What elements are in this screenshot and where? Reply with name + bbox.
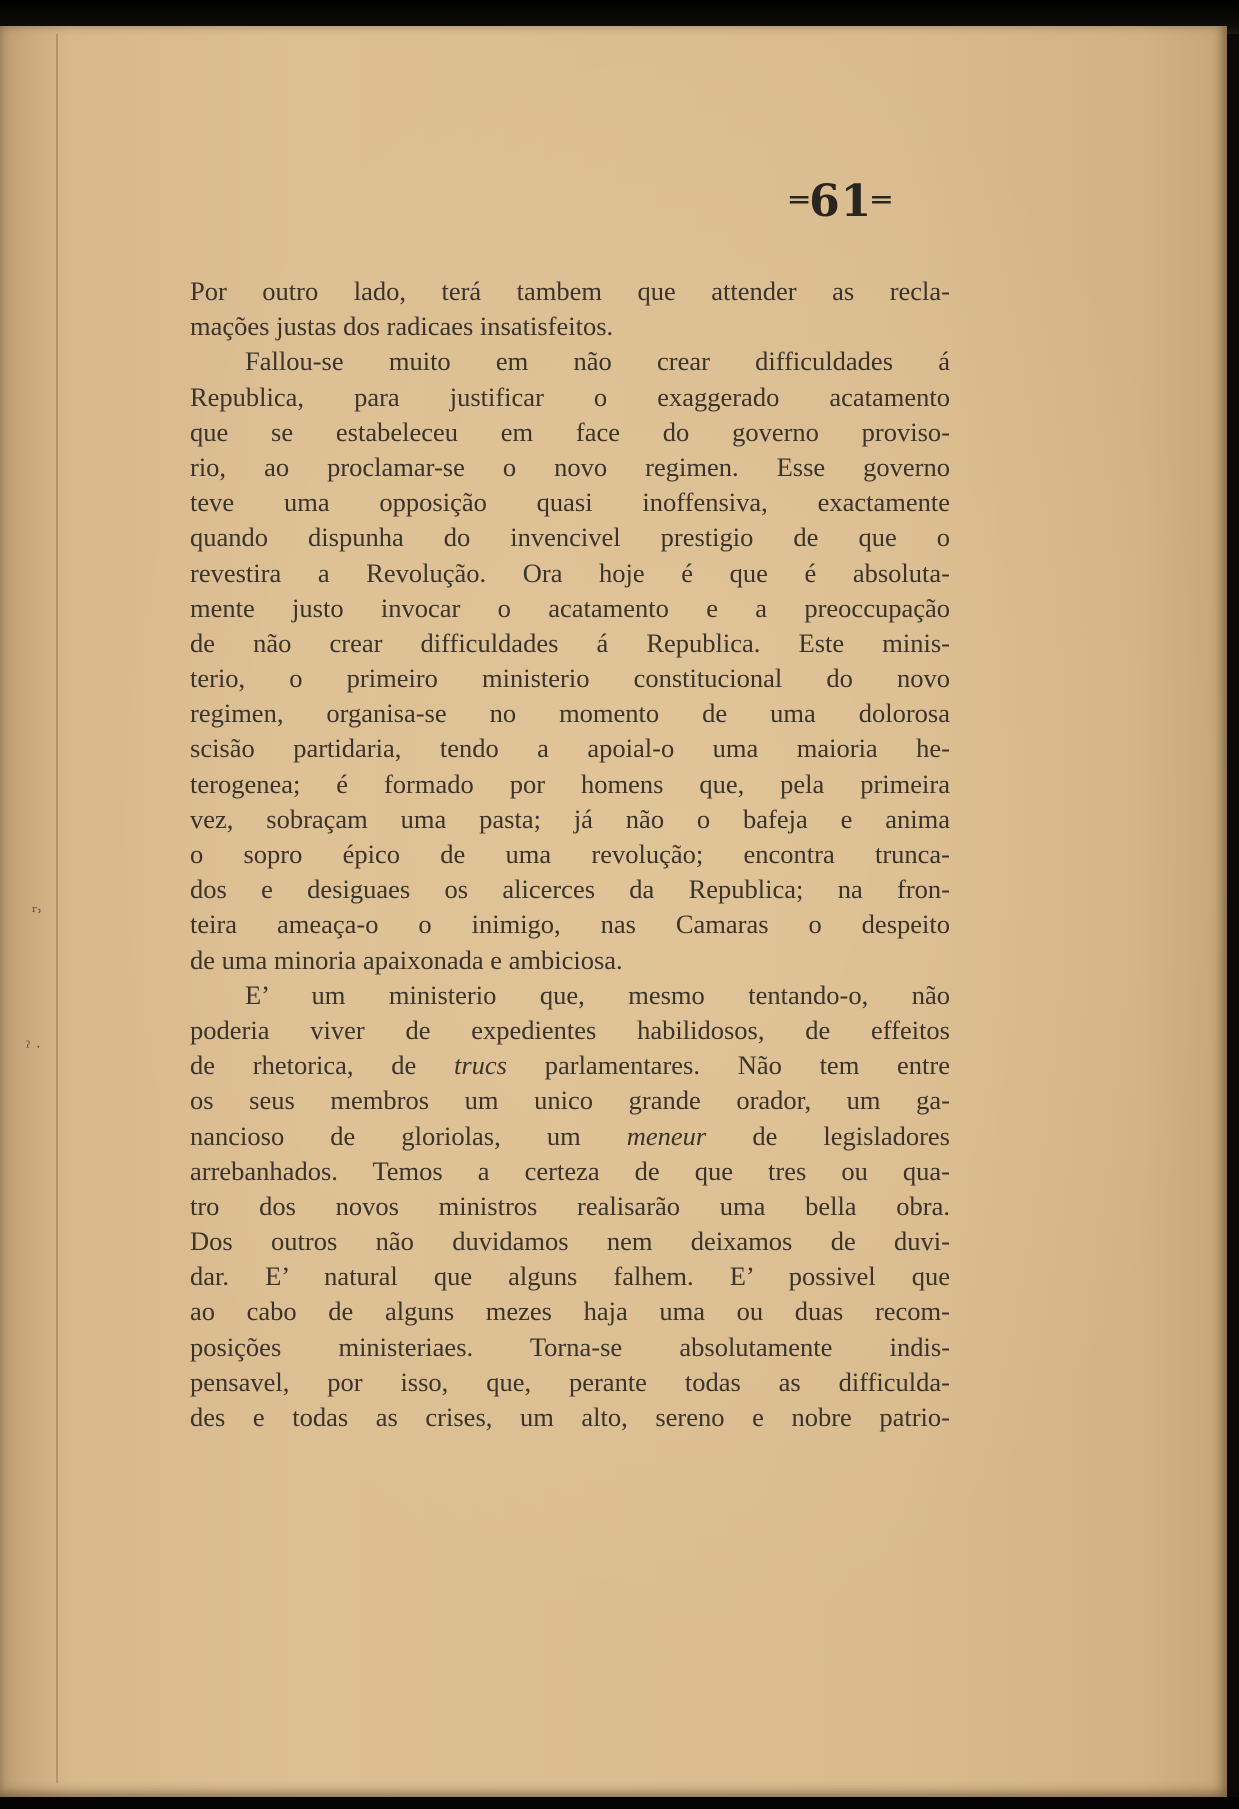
text-line xyxy=(190,872,950,907)
text-segment: Por outro lado, terá tambem que attender as recla- xyxy=(190,276,950,306)
italic-term: trucs xyxy=(454,1050,507,1081)
text-line xyxy=(190,837,950,872)
text-segment: pensavel, por isso, que, perante todas as difficulda- xyxy=(190,1366,950,1397)
text-line xyxy=(190,943,950,978)
margin-speck: ʳ˒ xyxy=(32,902,43,921)
text-segment: de rhetorica, de xyxy=(190,1050,454,1081)
text-line xyxy=(190,767,950,802)
page-number-right-rule: ═ xyxy=(872,183,892,218)
text-segment: quando dispunha do invencivel prestigio de que o xyxy=(190,522,950,553)
text-segment: arrebanhados. Temos a certeza de que tres ou qua- xyxy=(190,1155,950,1186)
text-segment: regimen, organisa-se no momento de uma dolorosa xyxy=(190,698,950,729)
text-line xyxy=(190,1400,950,1435)
text-line xyxy=(190,344,950,379)
text-line xyxy=(190,731,950,766)
text-segment: dar. E’ natural que alguns falhem. E’ possivel que xyxy=(190,1261,950,1292)
text-segment: Republica, para justificar o exaggerado acatamento xyxy=(190,381,950,412)
text-segment: os seus membros um unico grande orador, um ga- xyxy=(190,1085,950,1116)
text-segment: terogenea; é formado por homens que, pela primeira xyxy=(190,768,950,799)
text-segment: mente justo invocar o acatamento e a preoccupação xyxy=(190,592,950,623)
text-line xyxy=(190,415,950,450)
text-line xyxy=(190,978,950,1013)
text-segment: de não crear difficuldades á Republica. Este minis- xyxy=(190,627,950,658)
text-line xyxy=(190,450,950,485)
text-segment: o sopro épico de uma revolução; encontra trunca- xyxy=(190,839,950,869)
body-text xyxy=(190,274,950,1435)
text-line xyxy=(190,1224,950,1259)
margin-speck: ˀ ˑ xyxy=(26,1038,41,1057)
text-line xyxy=(190,591,950,626)
text-line xyxy=(190,274,950,309)
page-number-left-rule: ═ xyxy=(790,183,810,218)
text-line xyxy=(190,1119,950,1154)
text-segment: Dos outros não duvidamos nem deixamos de duvi- xyxy=(190,1226,950,1257)
text-segment: parlamentares. Não tem entre xyxy=(507,1050,950,1081)
text-line xyxy=(190,556,950,591)
text-segment: terio, o primeiro ministerio constitucional do novo xyxy=(190,663,950,694)
text-line xyxy=(190,1189,950,1224)
text-line xyxy=(190,661,950,696)
text-segment: dos e desiguaes os alicerces da Republica; na fron- xyxy=(190,874,950,905)
italic-term: meneur xyxy=(626,1120,707,1151)
text-segment: teve uma opposição quasi inoffensiva, exactamente xyxy=(190,487,950,518)
text-line xyxy=(190,626,950,661)
text-line xyxy=(190,1083,950,1118)
text-segment: posições ministeriaes. Torna-se absolutamente indis- xyxy=(190,1331,950,1362)
text-segment: poderia viver de expedientes habilidosos, de effeitos xyxy=(190,1014,950,1045)
text-line xyxy=(190,907,950,942)
text-segment: de legisladores xyxy=(706,1120,950,1151)
text-line xyxy=(190,1259,950,1294)
text-line xyxy=(190,520,950,555)
text-segment: nancioso de gloriolas, um xyxy=(190,1120,627,1151)
text-line xyxy=(190,1330,950,1365)
text-segment: scisão partidaria, tendo a apoial-o uma maioria he- xyxy=(190,733,950,764)
book-page xyxy=(0,26,1227,1797)
text-segment: E’ um ministerio que, mesmo tentando-o, não xyxy=(245,979,950,1010)
page-number xyxy=(790,176,891,227)
text-line xyxy=(190,802,950,837)
text-line xyxy=(190,1013,950,1048)
text-segment: vez, sobraçam uma pasta; já não o bafeja e anima xyxy=(190,803,950,834)
text-line xyxy=(190,696,950,731)
text-line xyxy=(190,1154,950,1189)
text-segment: ao cabo de alguns mezes haja uma ou duas recom- xyxy=(190,1296,950,1327)
text-line xyxy=(190,485,950,520)
text-line xyxy=(190,309,950,344)
page-number-text: 61 xyxy=(809,176,873,227)
text-line xyxy=(190,380,950,415)
text-segment: tro dos novos ministros realisarão uma bella obra. xyxy=(190,1190,950,1221)
text-segment: rio, ao proclamar-se o novo regimen. Esse governo xyxy=(190,451,950,482)
text-segment: de uma minoria apaixonada e ambiciosa. xyxy=(190,944,623,975)
text-segment: Fallou-se muito em não crear difficuldades á xyxy=(245,346,950,377)
text-line xyxy=(190,1365,950,1400)
text-line xyxy=(190,1048,950,1083)
text-segment: mações justas dos radicaes insatisfeitos. xyxy=(190,311,614,342)
text-segment: des e todas as crises, um alto, sereno e nobre patrio- xyxy=(190,1402,950,1432)
text-segment: teira ameaça-o o inimigo, nas Camaras o despeito xyxy=(190,909,950,940)
text-segment: que se estabeleceu em face do governo proviso- xyxy=(190,416,950,447)
text-line xyxy=(190,1294,950,1329)
scan-bottom-border xyxy=(0,1797,1239,1809)
text-segment: revestira a Revolução. Ora hoje é que é absoluta- xyxy=(190,557,950,588)
